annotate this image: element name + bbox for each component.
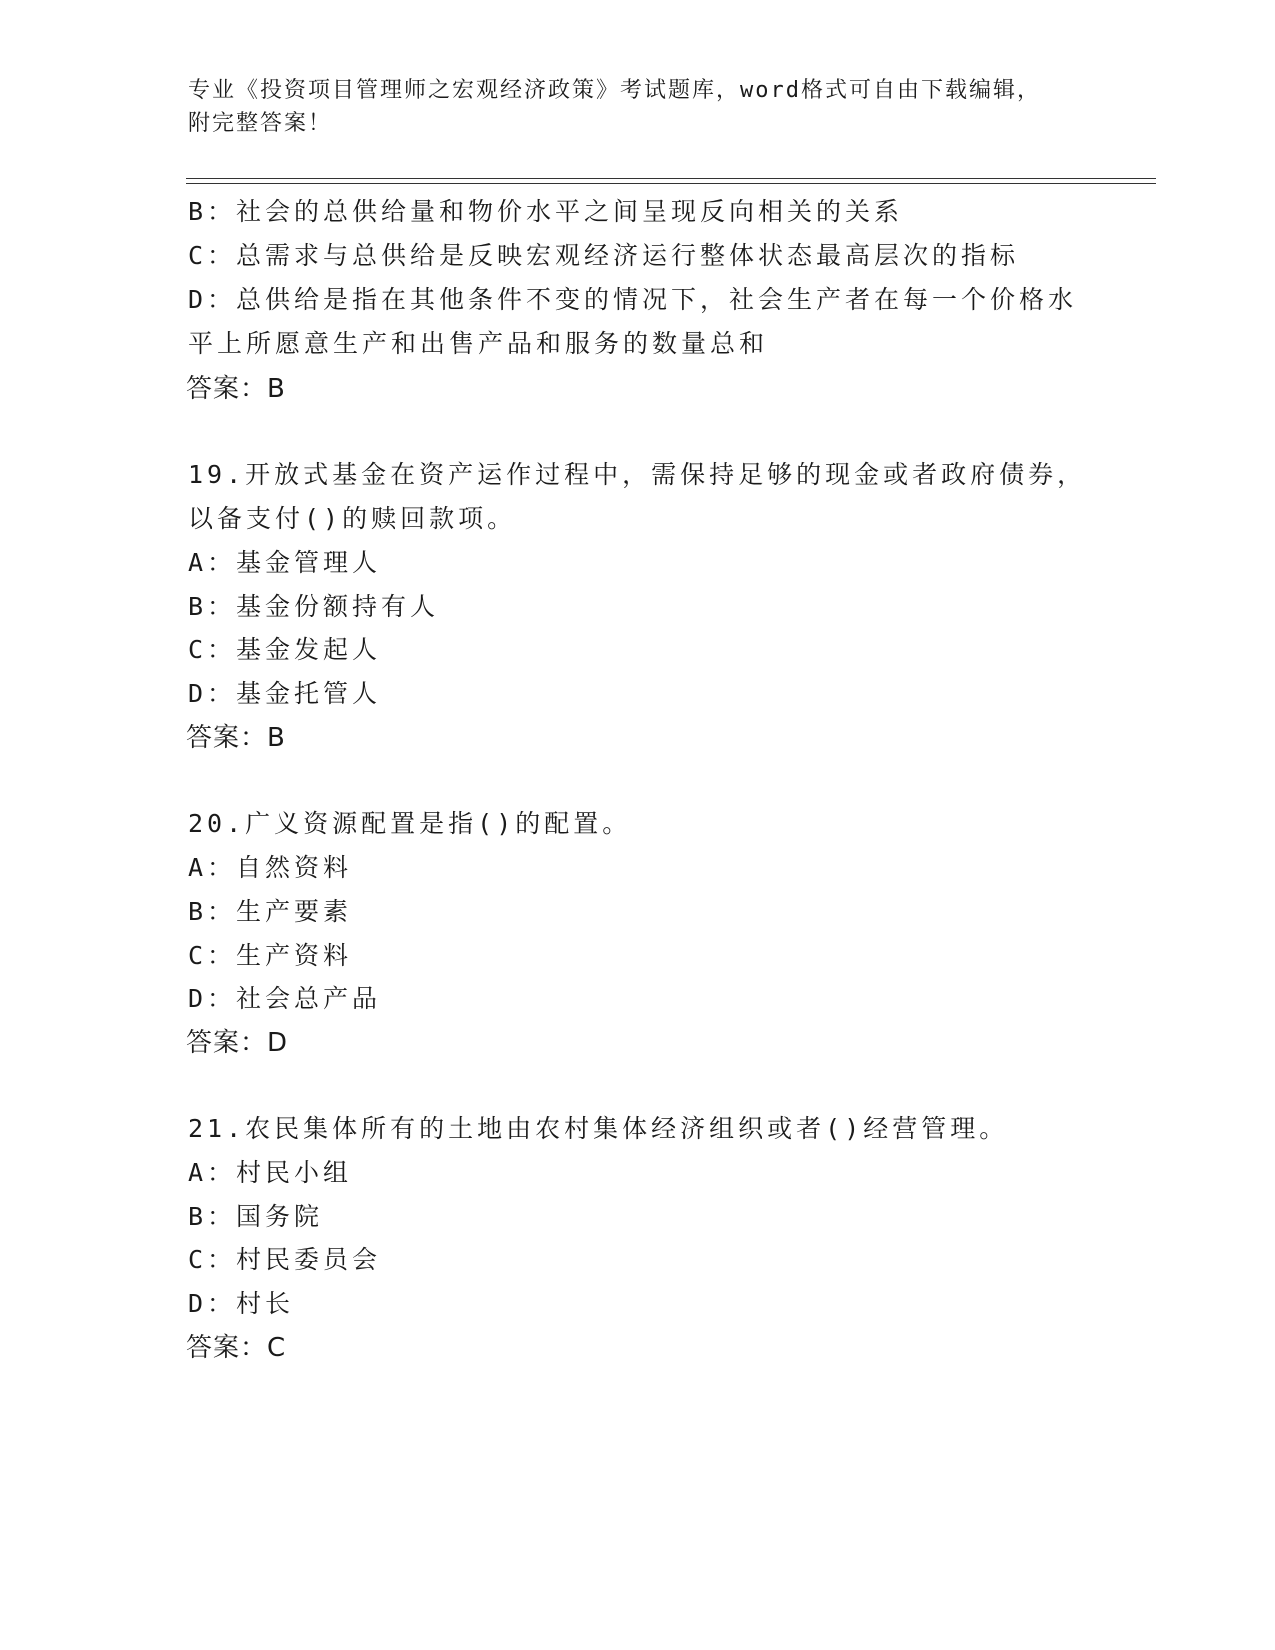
q20-option-c: C：生产资料: [188, 941, 353, 970]
q19-option-a: A：基金管理人: [188, 548, 382, 577]
q21-stem: 21.农民集体所有的土地由农村集体经济组织或者()经营管理。: [188, 1114, 1009, 1143]
q20-option-a: A：自然资料: [188, 853, 353, 882]
q20-option-b: B：生产要素: [188, 897, 353, 926]
q21-option-b: B：国务院: [188, 1202, 324, 1231]
q18-option-d-line-2: 平上所愿意生产和出售产品和服务的数量总和: [188, 329, 769, 358]
q20-answer: 答案：D: [186, 1028, 289, 1058]
q19-option-d: D：基金托管人: [188, 679, 382, 708]
header-line-2: 附完整答案！: [188, 111, 333, 136]
q18-option-b: B：社会的总供给量和物价水平之间呈现反向相关的关系: [188, 197, 904, 226]
q19-option-b: B：基金份额持有人: [188, 592, 440, 621]
q18-option-d-line-1: D：总供给是指在其他条件不变的情况下，社会生产者在每一个价格水: [188, 285, 1078, 314]
document-header: [188, 74, 1088, 140]
q19-stem-line-1: 19.开放式基金在资产运作过程中，需保持足够的现金或者政府债券，: [188, 460, 1087, 489]
q21-option-a: A：村民小组: [188, 1158, 353, 1187]
q20-option-d: D：社会总产品: [188, 984, 382, 1013]
q19-option-c: C：基金发起人: [188, 635, 382, 664]
header-divider-bottom: [186, 183, 1156, 184]
header-line-1: 专业《投资项目管理师之宏观经济政策》考试题库，word格式可自由下载编辑，: [188, 78, 1041, 103]
q19-answer: 答案：B: [186, 723, 286, 753]
q19-stem-line-2: 以备支付()的赎回款项。: [188, 504, 517, 533]
q18-answer: 答案：B: [186, 374, 286, 404]
q21-answer: 答案：C: [186, 1333, 287, 1363]
header-divider-top: [186, 178, 1156, 179]
q18-option-c: C：总需求与总供给是反映宏观经济运行整体状态最高层次的指标: [188, 241, 1020, 270]
q21-option-c: C：村民委员会: [188, 1245, 382, 1274]
q20-stem: 20.广义资源配置是指()的配置。: [188, 809, 632, 838]
q21-option-d: D：村长: [188, 1289, 295, 1318]
